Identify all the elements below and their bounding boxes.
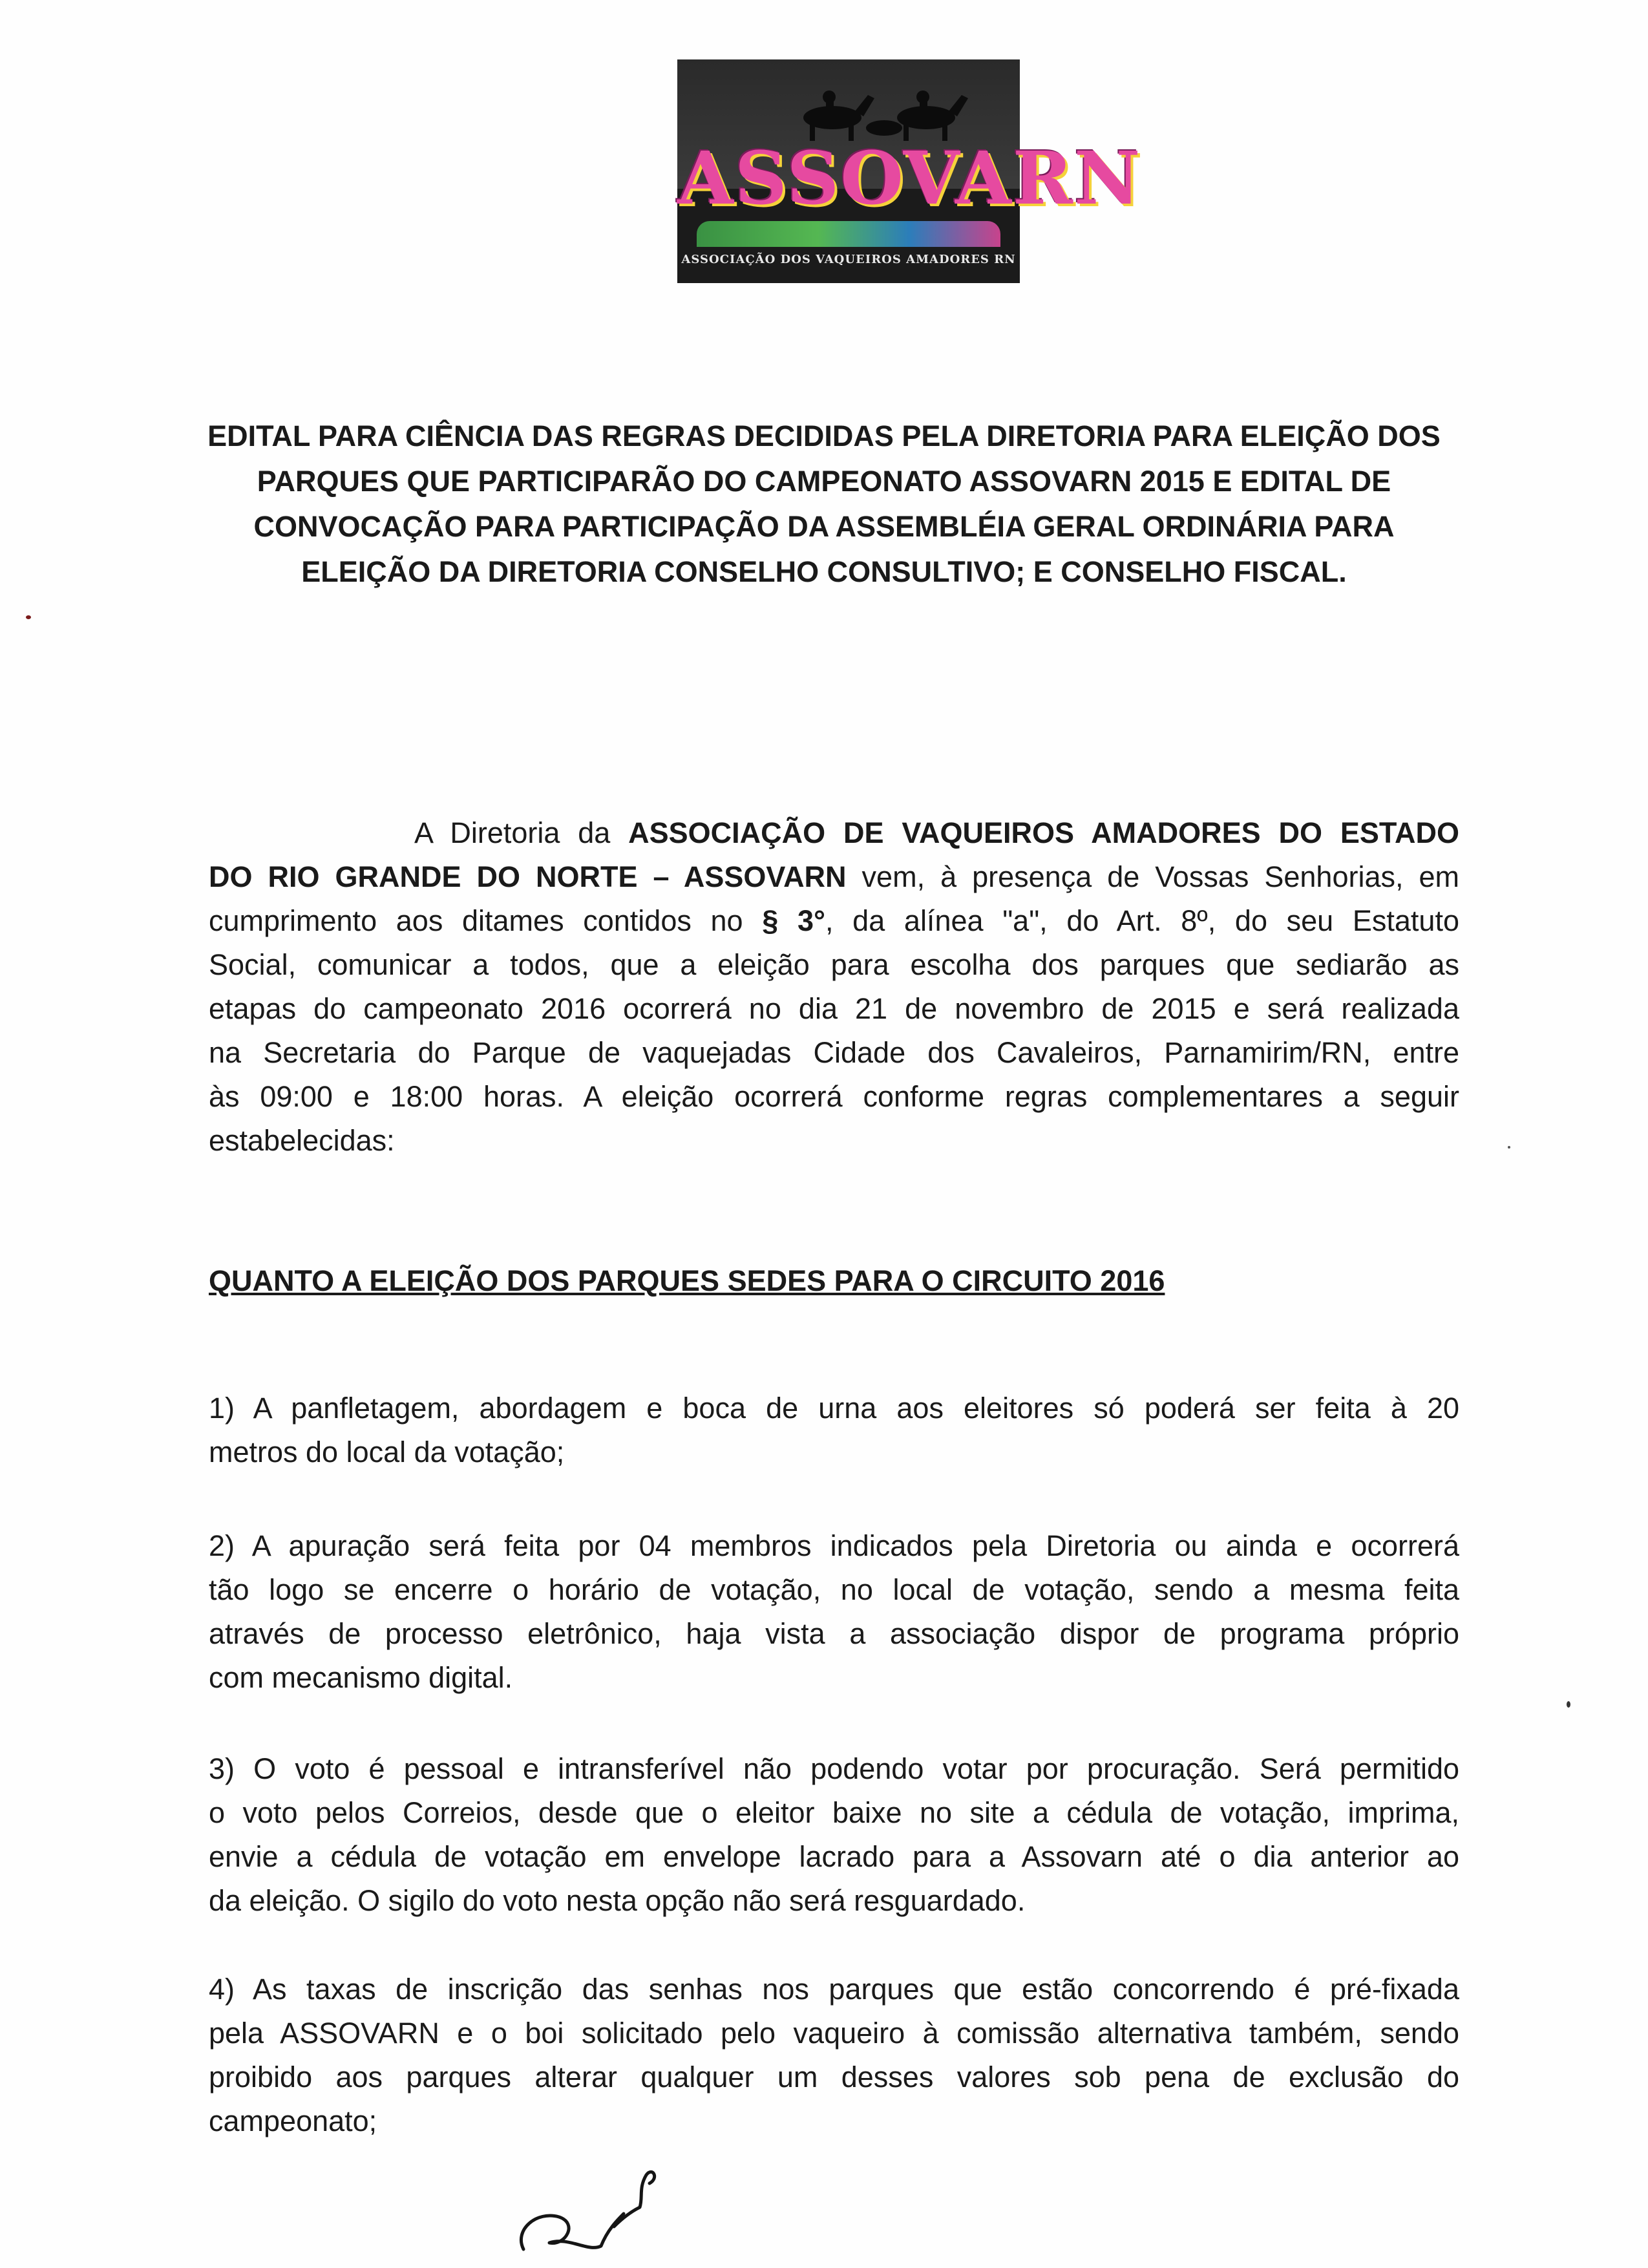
horse-riders-icon	[787, 72, 975, 143]
title-line: ELEIÇÃO DA DIRETORIA CONSELHO CONSULTIVO; E CONSELHO FISCAL.	[301, 555, 1347, 588]
rule-line: 3) O voto é pessoal e intransferível não podendo votar por procuração. Será permitido	[209, 1752, 1459, 1785]
logo-brand-text: ASSOVARN	[677, 136, 1142, 221]
paragraph-reference: § 3°	[762, 904, 825, 937]
title-line: EDITAL PARA CIÊNCIA DAS REGRAS DECIDIDAS PELA DIRETORIA PARA ELEIÇÃO DOS	[207, 419, 1441, 452]
rule-line: metros do local da votação;	[209, 1436, 565, 1468]
association-name: DO RIO GRANDE DO NORTE – ASSOVARN	[209, 860, 847, 893]
intro-line: etapas do campeonato 2016 ocorrerá no dia 21 de novembro de 2015 e será realizada	[209, 992, 1459, 1025]
logo-subtitle: ASSOCIAÇÃO DOS VAQUEIROS AMADORES RN	[681, 253, 1016, 266]
rule-line: 4) As taxas de inscrição das senhas nos parques que estão concorrendo é pré-fixada	[209, 1973, 1459, 2006]
intro-line: estabelecidas:	[209, 1124, 395, 1157]
rule-line: o voto pelos Correios, desde que o eleitor baixe no site a cédula de votação, imprima,	[209, 1796, 1459, 1829]
logo-stripes	[697, 221, 1000, 247]
rule-item-1	[209, 1386, 1459, 1474]
intro-line	[209, 855, 1459, 899]
intro-line	[209, 811, 1459, 855]
title-line: PARQUES QUE PARTICIPARÃO DO CAMPEONATO ASSOVARN 2015 E EDITAL DE	[257, 465, 1391, 498]
rule-line: com mecanismo digital.	[209, 1661, 513, 1694]
rule-line: pela ASSOVARN e o boi solicitado pelo vaqueiro à comissão alternativa também, sendo	[209, 2017, 1459, 2050]
rule-line: tão logo se encerre o horário de votação, no local de votação, sendo a mesma feita	[209, 1573, 1459, 1606]
edital-title	[194, 414, 1454, 595]
handwritten-signature	[511, 2152, 679, 2262]
rule-item-2	[209, 1524, 1459, 1700]
intro-line: às 09:00 e 18:00 horas. A eleição ocorrerá conforme regras complementares a seguir	[209, 1080, 1459, 1113]
intro-text: cumprimento aos ditames contidos no	[209, 904, 763, 937]
intro-text: , da alínea "a", do Art. 8º, do seu Estatuto	[825, 904, 1459, 937]
rule-line: da eleição. O sigilo do voto nesta opção não será resguardado.	[209, 1884, 1026, 1917]
rule-line: 1) A panfletagem, abordagem e boca de urna aos eleitores só poderá ser feita à 20	[209, 1392, 1459, 1425]
association-name: ASSOCIAÇÃO DE VAQUEIROS AMADORES DO ESTADO	[628, 816, 1460, 849]
rule-line: 2) A apuração será feita por 04 membros indicados pela Diretoria ou ainda e ocorrerá	[209, 1529, 1459, 1562]
intro-line: Social, comunicar a todos, que a eleição para escolha dos parques que sediarão as	[209, 948, 1459, 981]
rule-line: envie a cédula de votação em envelope lacrado para a Assovarn até o dia anterior ao	[209, 1840, 1459, 1873]
intro-line: na Secretaria do Parque de vaquejadas Cidade dos Cavaleiros, Parnamirim/RN, entre	[209, 1036, 1459, 1069]
scan-speck	[1508, 1146, 1510, 1149]
intro-line	[209, 899, 1459, 943]
rule-line: através de processo eletrônico, haja vista a associação dispor de programa próprio	[209, 1617, 1459, 1650]
scan-speck	[1567, 1701, 1570, 1708]
section-heading: QUANTO A ELEIÇÃO DOS PARQUES SEDES PARA O CIRCUITO 2016	[209, 1264, 1165, 1297]
rule-item-4	[209, 1967, 1459, 2143]
intro-text: A Diretoria da	[414, 816, 629, 849]
rule-line: campeonato;	[209, 2104, 377, 2137]
title-line: CONVOCAÇÃO PARA PARTICIPAÇÃO DA ASSEMBLÉIA GERAL ORDINÁRIA PARA	[253, 510, 1395, 543]
intro-paragraph	[209, 811, 1459, 1163]
rule-line: proibido aos parques alterar qualquer um desses valores sob pena de exclusão do	[209, 2061, 1459, 2093]
rule-item-3	[209, 1747, 1459, 1923]
scan-speck	[26, 615, 31, 619]
intro-text: vem, à presença de Vossas Senhorias, em	[846, 860, 1460, 893]
assovarn-logo	[677, 59, 1142, 283]
